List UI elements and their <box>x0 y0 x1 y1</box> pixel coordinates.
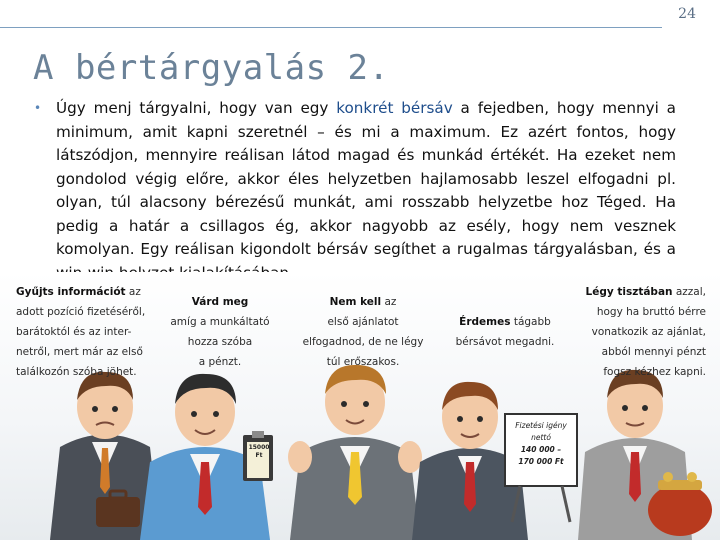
header-rule <box>0 27 662 28</box>
caption-wait-line3: hozza szóba <box>187 336 253 348</box>
caption-wider-range-bold: Érdemes <box>459 316 511 328</box>
bullet-text-after: a fejedben, hogy mennyi a minimum, amit kapni szeretnél – és mi a maximum. Ez azért fontos, hogy látszódjon, mennyire reálisan látod magad és munkád értékét. Ha ezeket nem gondolod végig előre, akkor éles helyzetben hajlamosabb leszel elfogadni pl. olyan, túl alacsony bérezésű munkát, ami rosszabb helyzetbe hoz Téged. Ha pedig a határ a csillagos ég, akkor nagyobb az esély, hogy nem vesznek komolyan. Egy reálisan kigondolt bérsáv segíthet a rugalmas tárgyalásban, és a <box>56 99 676 258</box>
figure-hands-man <box>288 365 422 540</box>
bullet-paragraph <box>34 97 676 285</box>
bullet-icon: • <box>34 101 42 115</box>
purse-icon <box>648 484 712 536</box>
caption-net-gross <box>560 282 706 382</box>
caption-dont-accept <box>298 292 428 372</box>
bullet-highlight: konkrét bérsáv <box>336 99 453 117</box>
caption-dont-accept-bold: Nem kell <box>329 296 382 308</box>
caption-gather-info-line1: az <box>125 286 141 298</box>
caption-wait-line2: amíg a munkáltató <box>170 316 270 328</box>
board-text <box>507 420 575 468</box>
board-line4: 170 000 Ft <box>518 457 564 466</box>
bullet-text-before: Úgy menj tárgyalni, hogy van egy <box>56 99 337 117</box>
figure-purse-man <box>578 370 712 540</box>
caption-net-gross-bold: Légy tisztában <box>585 286 673 298</box>
caption-dont-accept-line3: elfogadnod, de ne légy <box>302 336 424 348</box>
caption-net-gross-line4: abból mennyi pénzt <box>601 346 706 358</box>
caption-gather-info-line5: találkozón szóba jöhet. <box>16 366 137 378</box>
bullet-text <box>56 97 676 285</box>
clipboard-text: 15000 Ft <box>248 444 270 459</box>
caption-net-gross-line2: hogy ha bruttó bérre <box>596 306 706 318</box>
caption-wait-line4: a pénzt. <box>198 356 242 368</box>
board-line1: Fizetési igény <box>515 421 567 430</box>
slide-title: A bértárgyalás 2. <box>33 48 390 88</box>
top-bar <box>0 0 720 30</box>
caption-net-gross-line1: azzal, <box>672 286 706 298</box>
caption-gather-info-line4: netről, mert már az első <box>16 346 143 358</box>
caption-dont-accept-line4: túl erőszakos. <box>326 356 400 368</box>
board-line3: 140 000 – <box>520 445 562 454</box>
briefcase-icon <box>96 497 140 527</box>
caption-wider-range-line1: tágabb <box>510 316 551 328</box>
caption-dont-accept-line2: első ajánlatot <box>327 316 399 328</box>
page-number: 24 <box>678 6 696 22</box>
illustration <box>0 272 720 540</box>
caption-wait-bold: Várd meg <box>191 296 249 308</box>
caption-dont-accept-line1: az <box>381 296 397 308</box>
caption-gather-info-line2: adott pozíció fizetéséről, <box>16 306 146 318</box>
caption-net-gross-line3: vonatkozik az ajánlat, <box>591 326 706 338</box>
caption-gather-info <box>16 282 166 382</box>
board-line2: nettó <box>531 433 551 442</box>
caption-wait <box>160 292 280 372</box>
caption-wider-range <box>445 312 565 352</box>
caption-net-gross-line5: fogsz kézhez kapni. <box>603 366 706 378</box>
caption-gather-info-bold: Gyűjts információt <box>16 286 126 298</box>
caption-gather-info-line3: barátoktól és az inter- <box>16 326 132 338</box>
caption-wider-range-line2: bérsávot megadni. <box>455 336 555 348</box>
